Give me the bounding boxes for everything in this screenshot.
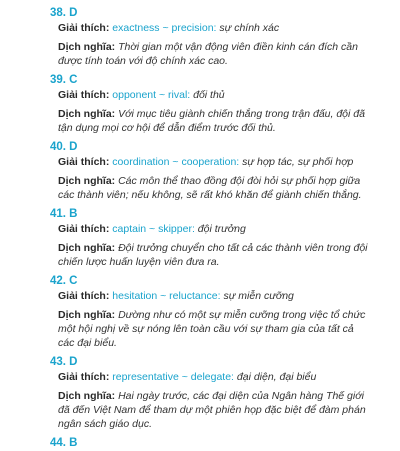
question-number-next: 44. B [50, 437, 78, 449]
translation-text: Hai ngày trước, các đại diện của Ngân hàng Thế giới đã đến Việt Nam để tham dự một phiên họp đặc biệt để đàm phán ngân sách giáo dục. [58, 390, 366, 430]
answer-entry-41 [0, 207, 400, 269]
explanation-label: Giải thích: [58, 371, 110, 383]
question-number: 38. D [50, 7, 78, 19]
answer-entry-42 [0, 274, 400, 350]
translation-label: Dịch nghĩa: [58, 108, 116, 120]
explanation-line [58, 370, 370, 384]
translation-line [58, 40, 370, 68]
vocabulary-meaning: sự miễn cưỡng [223, 290, 294, 302]
vocabulary-terms: hesitation ~ reluctance: [112, 290, 221, 302]
vocabulary-meaning: sự chính xác [219, 22, 280, 34]
vocabulary-terms: captain ~ skipper: [112, 223, 195, 235]
answer-entry-43 [0, 355, 400, 431]
previous-translation-tail [58, 0, 400, 1]
explanation-label: Giải thích: [58, 22, 110, 34]
vocabulary-meaning: đội trưởng [197, 223, 246, 235]
explanation-line [58, 21, 370, 35]
explanation-label: Giải thích: [58, 156, 110, 168]
translation-text: Các môn thể thao đồng đội đòi hỏi sự phối hợp giữa các thành viên; nếu không, sẽ rất khó khăn để giành chiến thắng. [58, 175, 362, 201]
question-number: 43. D [50, 356, 78, 368]
translation-text: Đội trưởng chuyển cho tất cả các thành viên trong đội chiến lược huấn luyện viên đưa ra. [58, 242, 368, 268]
translation-label: Dịch nghĩa: [58, 309, 116, 321]
question-number: 42. C [50, 275, 78, 287]
explanation-label: Giải thích: [58, 89, 110, 101]
vocabulary-terms: representative ~ delegate: [112, 371, 234, 383]
explanation-line [58, 88, 370, 102]
translation-label: Dịch nghĩa: [58, 175, 116, 187]
translation-label: Dịch nghĩa: [58, 390, 116, 402]
translation-line [58, 107, 370, 135]
translation-label: Dịch nghĩa: [58, 41, 116, 53]
vocabulary-terms: exactness ~ precision: [112, 22, 217, 34]
vocabulary-meaning: đối thủ [193, 89, 225, 101]
translation-line [58, 389, 370, 431]
answer-entry-39 [0, 73, 400, 135]
question-number: 41. B [50, 208, 78, 220]
explanation-label: Giải thích: [58, 290, 110, 302]
translation-label: Dịch nghĩa: [58, 242, 116, 254]
explanation-line [58, 222, 370, 236]
vocabulary-terms: coordination ~ cooperation: [112, 156, 240, 168]
answer-entry-40 [0, 140, 400, 202]
translation-line [58, 308, 370, 350]
explanation-label: Giải thích: [58, 223, 110, 235]
explanation-line [58, 155, 370, 169]
answer-entry-38 [0, 6, 400, 68]
vocabulary-meaning: đại diện, đại biểu [236, 371, 317, 383]
translation-line [58, 241, 370, 269]
translation-text: Dường như có một sự miễn cưỡng trong việc tổ chức một hội nghị về sự nóng lên toàn cầu với sự tham gia của tất cả các đại biểu. [58, 309, 366, 349]
vocabulary-terms: opponent ~ rival: [112, 89, 191, 101]
translation-text: Thời gian một vận động viên điền kinh cán đích cần được tính toán với độ chính xác cao. [58, 41, 358, 67]
question-number: 40. D [50, 141, 78, 153]
translation-text: Với mục tiêu giành chiến thắng trong trận đấu, đội đã tận dụng mọi cơ hội để dẫn điểm trước đối thủ. [58, 108, 365, 134]
question-number: 39. C [50, 74, 78, 86]
translation-line [58, 174, 370, 202]
vocabulary-meaning: sự hợp tác, sự phối hợp [242, 156, 354, 168]
explanation-line [58, 289, 370, 303]
